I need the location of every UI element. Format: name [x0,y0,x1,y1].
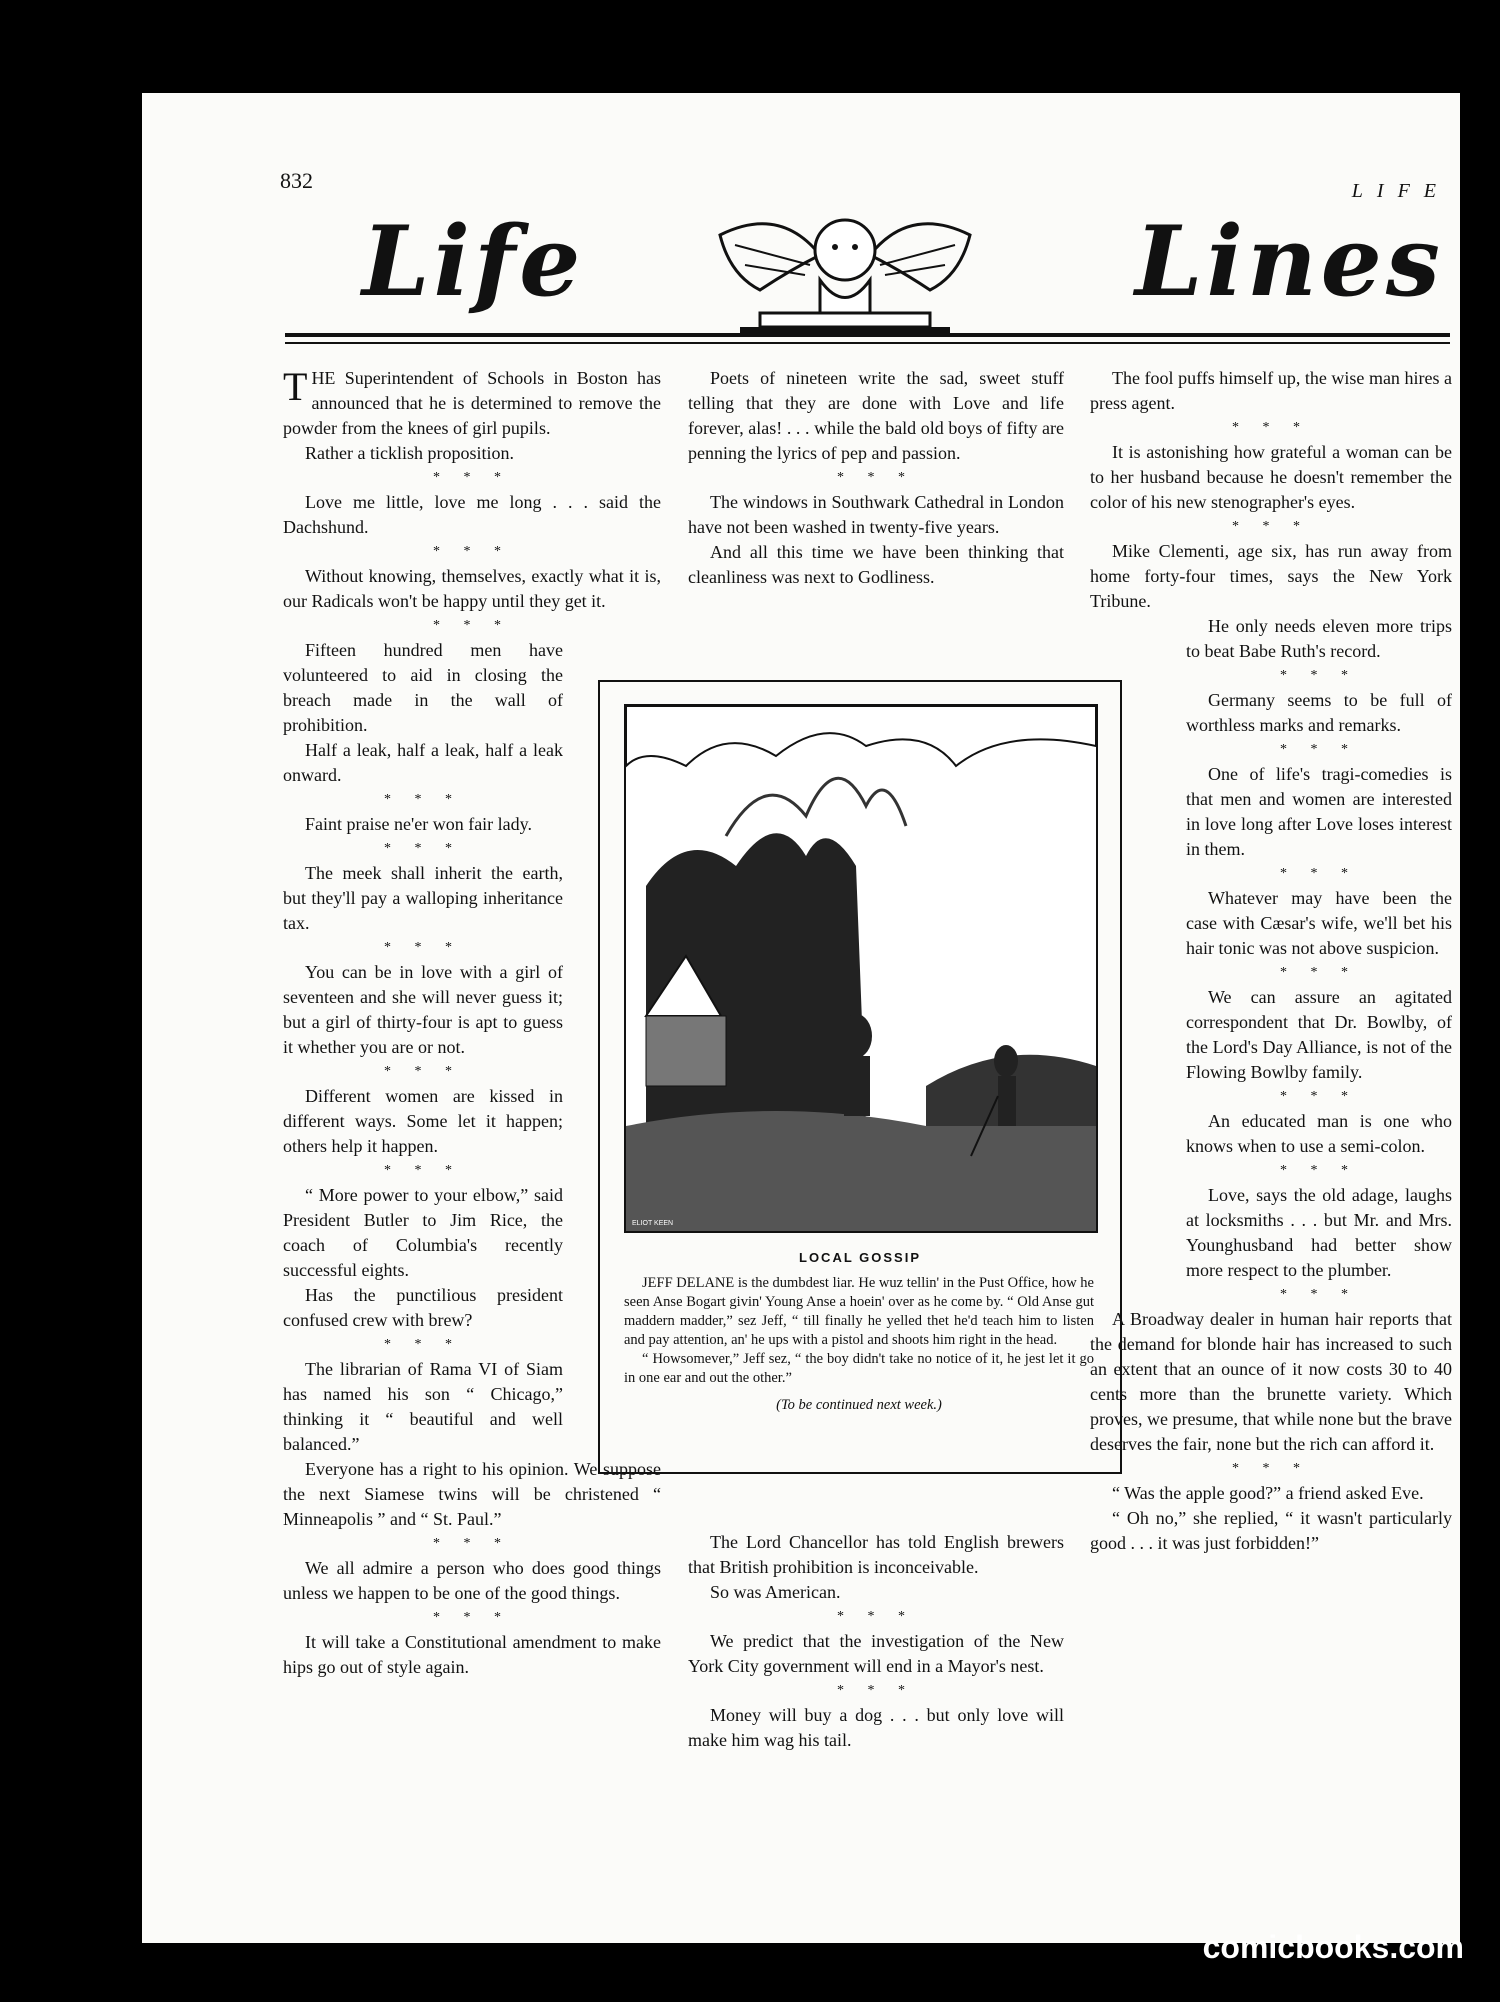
item: The windows in Southwark Cathedral in London have not been washed in twenty-five years. [688,492,1064,537]
separator: * * * [433,544,511,559]
item: Everyone has a right to his opinion. We suppose the next Siamese twins will be christened “ Minneapolis ” and “ St. Paul.” [283,1459,661,1529]
title-rule [285,333,1450,337]
separator: * * * [384,792,462,807]
cherub-illustration [700,195,990,345]
item: A Broadway dealer in human hair reports that the demand for blonde hair has increased to such an extent that an ounce of it now costs 30 to 40 cents more than the brunette variety. Which proves, we presume, that while none but the brave deserves the fair, none but the rich can afford it. [1090,1309,1452,1454]
item: The meek shall inherit the earth, but they'll pay a walloping inheritance tax. [283,863,563,933]
item: Without knowing, themselves, exactly what it is, our Radicals won't be happy until they get it. [283,566,661,611]
item: “ Was the apple good?” a friend asked Eve. [1112,1483,1424,1503]
landscape-drawing [626,706,1096,1231]
page-number: 832 [280,168,313,193]
item: An educated man is one who knows when to use a semi-colon. [1186,1111,1452,1156]
separator: * * * [1280,1287,1358,1302]
illustration-box [598,680,1122,1474]
column-middle-bottom [688,1530,1064,1753]
separator: * * * [837,470,915,485]
separator: * * * [433,1536,511,1551]
item: So was American. [710,1582,841,1602]
item: We predict that the investigation of the New York City government will end in a Mayor's nest. [688,1631,1064,1676]
item: We all admire a person who does good things unless we happen to be one of the good things. [283,1558,661,1603]
separator: * * * [1232,420,1310,435]
illustration-local-gossip [624,704,1098,1233]
item: The Lord Chancellor has told English brewers that British prohibition is inconceivable. [688,1532,1064,1577]
separator: * * * [433,1610,511,1625]
item: Faint praise ne'er won fair lady. [305,814,532,834]
separator: * * * [1232,519,1310,534]
item: You can be in love with a girl of seventeen and she will never guess it; but a girl of thirty-four is apt to guess it whether you are or not. [283,962,563,1057]
caption-title: LOCAL GOSSIP [799,1250,921,1265]
item: THE Superintendent of Schools in Boston has announced that he is determined to remove the powder from the knees of girl pupils. [283,364,661,438]
item: We can assure an agitated correspondent that Dr. Bowlby, of the Lord's Day Alliance, is not of the Flowing Bowlby family. [1186,987,1452,1082]
item: “ Oh no,” she replied, “ it wasn't particularly good . . . it was just forbidden!” [1090,1508,1452,1553]
item: One of life's tragi-comedies is that men and women are interested in love long after Love loses interest in them. [1186,764,1452,859]
item: Love, says the old adage, laughs at locksmiths . . . but Mr. and Mrs. Younghusband had better show more respect to the plumber. [1186,1185,1452,1280]
separator: * * * [384,1064,462,1079]
watermark: comicbooks.com [1202,1929,1464,1965]
item: It is astonishing how grateful a woman can be to her husband because he doesn't remember the color of his new stenographer's eyes. [1090,442,1452,512]
item: Germany seems to be full of worthless marks and remarks. [1186,690,1452,735]
item: Love me little, love me long . . . said the Dachshund. [283,492,661,537]
item: Fifteen hundred men have volunteered to aid in closing the breach made in the wall of prohibition. [283,640,563,735]
separator: * * * [1280,668,1358,683]
caption-paragraph: JEFF DELANE is the dumbdest liar. He wuz tellin' in the Pust Office, how he seen Anse Bogart givin' Young Anse a hoein' over as he come by. “ Old Anse gut maddern madder,” sez Jeff, “ till finally he yelled thet he'd teach him to listen and pay attention, an' he ups with a pistol and shoots him right in the head. [624,1275,1094,1348]
item: Whatever may have been the case with Cæsar's wife, we'll bet his hair tonic was not above suspicion. [1186,888,1452,958]
item: Money will buy a dog . . . but only love will make him wag his tail. [688,1705,1064,1750]
continued-note: (To be continued next week.) [776,1397,942,1413]
separator: * * * [384,841,462,856]
separator: * * * [1280,965,1358,980]
separator: * * * [384,940,462,955]
item: It will take a Constitutional amendment to make hips go out of style again. [283,1632,661,1677]
item: He only needs eleven more trips to beat Babe Ruth's record. [1186,616,1452,661]
item: The librarian of Rama VI of Siam has named his son “ Chicago,” thinking it “ beautiful and well balanced.” [283,1359,563,1454]
running-head: LIFE [1351,180,1450,202]
item: The fool puffs himself up, the wise man hires a press agent. [1090,368,1452,413]
separator: * * * [1280,866,1358,881]
column-right [1090,366,1452,1556]
illustrator-signature: ELIOT KEEN [632,1220,674,1227]
title-rule-thin [285,342,1450,344]
separator: * * * [837,1683,915,1698]
separator: * * * [433,618,511,633]
item: Mike Clementi, age six, has run away from home forty-four times, says the New York Tribune. [1090,541,1452,611]
item: “ More power to your elbow,” said President Butler to Jim Rice, the coach of Columbia's recently successful eights. [283,1185,563,1280]
item: Has the punctilious president confused crew with brew? [283,1285,563,1330]
caption-text [624,1274,1094,1415]
separator: * * * [384,1337,462,1352]
item: Poets of nineteen write the sad, sweet stuff telling that they are done with Love and life forever, alas! . . . while the bald old boys of fifty are penning the lyrics of pep and passion. [688,368,1064,463]
separator: * * * [1280,742,1358,757]
column-middle-top [688,366,1064,590]
title-life: Life [362,205,585,318]
separator: * * * [384,1163,462,1178]
separator: * * * [1280,1163,1358,1178]
item: Half a leak, half a leak, half a leak onward. [283,740,563,785]
item: Different women are kissed in different ways. Some let it happen; others help it happen. [283,1086,563,1156]
separator: * * * [1280,1089,1358,1104]
separator: * * * [1232,1461,1310,1476]
caption-paragraph: “ Howsomever,” Jeff sez, “ the boy didn't take no notice of it, he jest let it go in one ear and out the other.” [624,1351,1094,1386]
separator: * * * [433,470,511,485]
title-lines: Lines [1135,205,1444,318]
separator: * * * [837,1609,915,1624]
item: Rather a ticklish proposition. [305,443,514,463]
item: And all this time we have been thinking that cleanliness was next to Godliness. [688,542,1064,587]
